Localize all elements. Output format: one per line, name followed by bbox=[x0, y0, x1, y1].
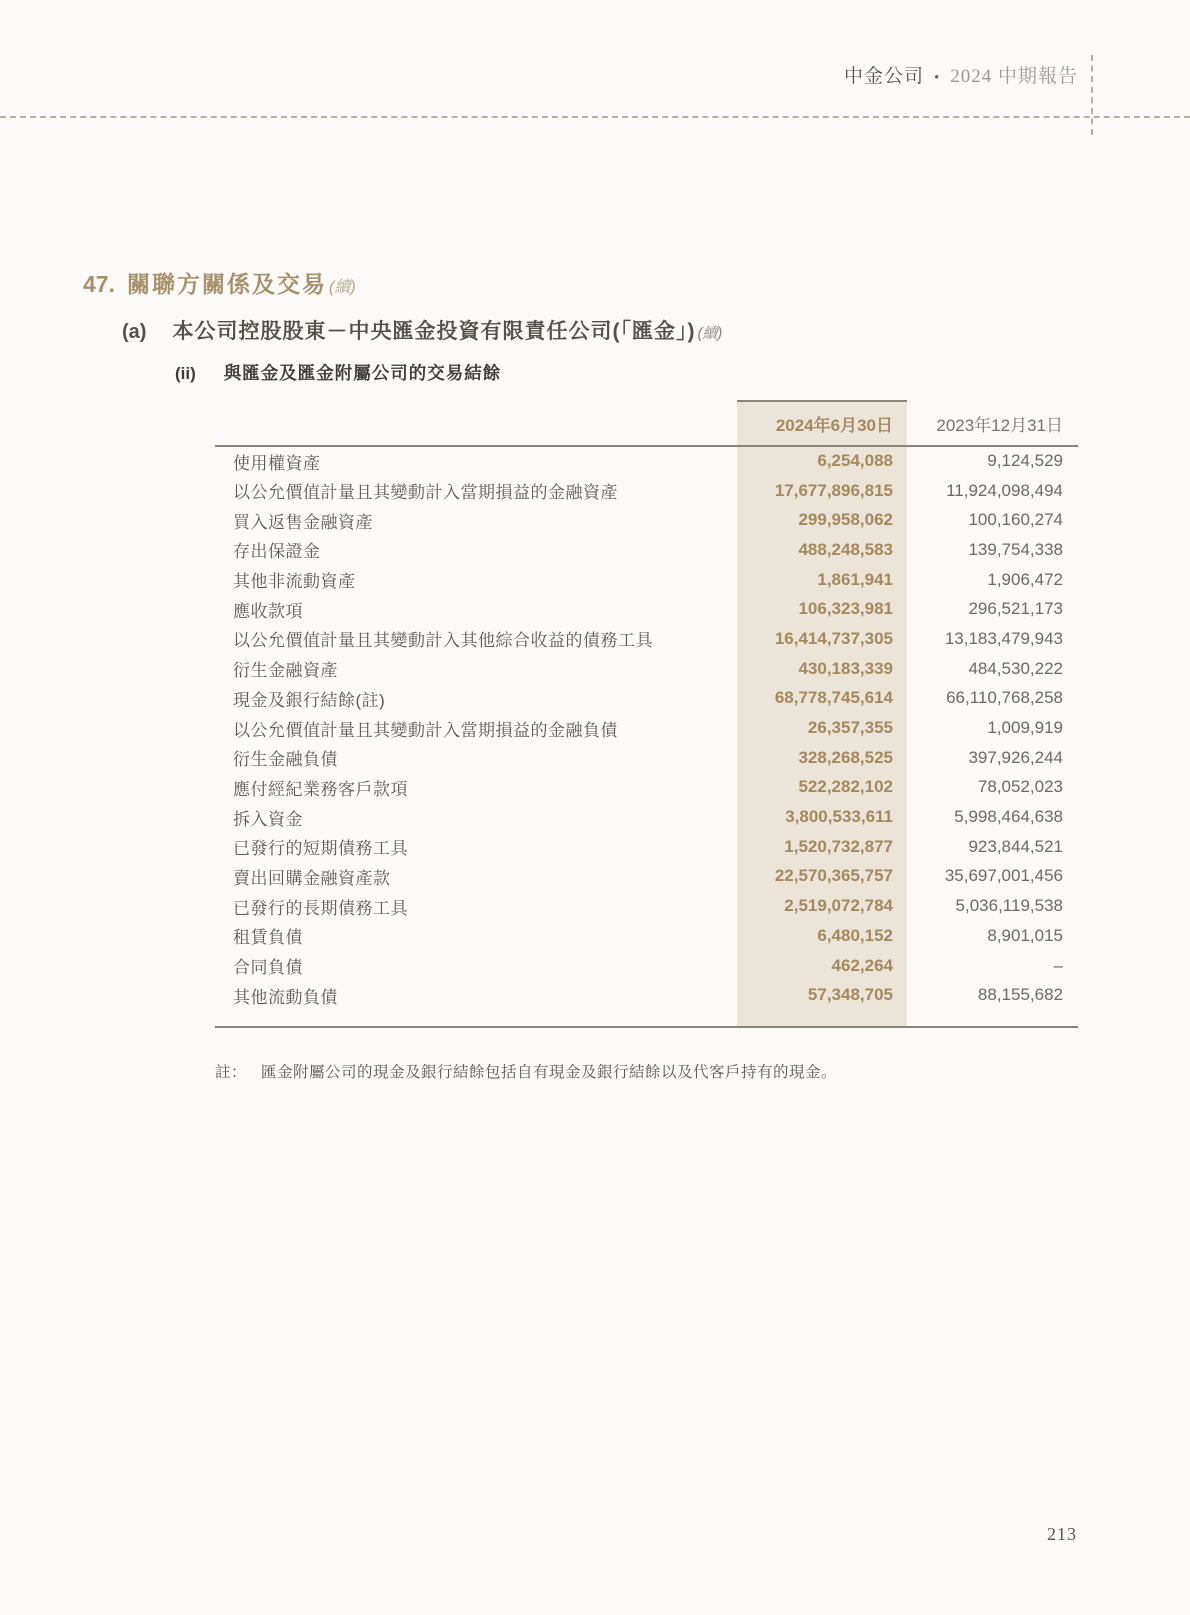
section-heading bbox=[83, 266, 356, 299]
value-2023: 11,924,098,494 bbox=[946, 480, 1063, 500]
row-label: 應付經紀業務客戶款項 bbox=[233, 779, 408, 799]
table-row bbox=[215, 654, 1078, 684]
table-footer-spacer bbox=[215, 1010, 1078, 1027]
row-label: 合同負債 bbox=[233, 958, 303, 978]
row-label: 使用權資產 bbox=[233, 453, 321, 473]
horizontal-dashed-rule bbox=[0, 116, 1190, 118]
report-title: 2024 中期報告 bbox=[950, 66, 1078, 87]
value-2024: 488,248,583 bbox=[737, 535, 907, 565]
value-2024: 328,268,525 bbox=[737, 743, 907, 773]
table-row bbox=[215, 476, 1078, 506]
value-2023: 66,110,768,258 bbox=[946, 688, 1063, 708]
value-2023: 9,124,529 bbox=[987, 451, 1063, 471]
value-2024: 26,357,355 bbox=[737, 713, 907, 743]
value-2024: 1,520,732,877 bbox=[737, 832, 907, 862]
balances-table bbox=[215, 400, 1078, 1028]
table-row bbox=[215, 535, 1078, 565]
row-label: 已發行的長期債務工具 bbox=[233, 898, 408, 918]
value-2024: 299,958,062 bbox=[737, 505, 907, 535]
table-row bbox=[215, 832, 1078, 862]
section-title: 關聯方關係及交易 bbox=[126, 271, 327, 297]
table-row bbox=[215, 743, 1078, 773]
table-row bbox=[215, 713, 1078, 743]
value-2024: 68,778,745,614 bbox=[737, 684, 907, 714]
value-2024: 1,861,941 bbox=[737, 565, 907, 595]
value-2023: 5,998,464,638 bbox=[954, 807, 1063, 827]
value-2024: 6,480,152 bbox=[737, 921, 907, 951]
value-2023: – bbox=[1053, 955, 1063, 975]
row-label: 存出保證金 bbox=[233, 542, 321, 562]
subsection-a-heading bbox=[122, 315, 722, 345]
column-header-2023: 2023年12月31日 bbox=[907, 401, 1078, 446]
row-label: 賣出回購金融資產款 bbox=[233, 868, 391, 888]
subsection-ii-label: (ii) bbox=[175, 364, 196, 383]
value-2024: 16,414,737,305 bbox=[737, 624, 907, 654]
table-row bbox=[215, 802, 1078, 832]
company-name: 中金公司 bbox=[843, 66, 924, 87]
row-label: 現金及銀行結餘(註) bbox=[233, 690, 386, 710]
value-2023: 397,926,244 bbox=[968, 747, 1063, 767]
table-row bbox=[215, 624, 1078, 654]
running-header bbox=[844, 61, 1078, 88]
vertical-dashed-rule bbox=[1091, 55, 1093, 135]
value-2024: 3,800,533,611 bbox=[737, 802, 907, 832]
footnote bbox=[215, 1060, 975, 1082]
table-row bbox=[215, 684, 1078, 714]
value-2023: 35,697,001,456 bbox=[944, 866, 1063, 886]
row-label: 租賃負債 bbox=[233, 928, 303, 948]
row-label: 以公允價值計量且其變動計入當期損益的金融負債 bbox=[233, 720, 618, 740]
table-row bbox=[215, 565, 1078, 595]
row-label: 以公允價值計量且其變動計入其他綜合收益的債務工具 bbox=[233, 631, 653, 651]
value-2023: 78,052,023 bbox=[977, 777, 1063, 797]
table-row bbox=[215, 921, 1078, 951]
row-label: 其他流動負債 bbox=[233, 987, 338, 1007]
value-2023: 8,901,015 bbox=[987, 925, 1063, 945]
table-row bbox=[215, 891, 1078, 921]
row-label: 應收款項 bbox=[233, 601, 303, 621]
value-2023: 5,036,119,538 bbox=[955, 896, 1063, 916]
value-2024: 6,254,088 bbox=[737, 446, 907, 476]
bullet-separator-icon: • bbox=[933, 70, 941, 86]
balances-table-grid bbox=[215, 400, 1078, 1028]
page-number: 213 bbox=[1047, 1524, 1077, 1544]
value-2023: 1,906,472 bbox=[987, 569, 1063, 589]
subsection-a-title: 本公司控股股東－中央匯金投資有限責任公司(「匯金」) bbox=[172, 320, 696, 343]
value-2023: 923,844,521 bbox=[968, 836, 1063, 856]
subsection-a-label: (a) bbox=[122, 321, 147, 343]
table-row bbox=[215, 594, 1078, 624]
value-2024: 430,183,339 bbox=[737, 654, 907, 684]
table-header-row bbox=[215, 401, 1078, 446]
section-continued-marker: (續) bbox=[328, 279, 356, 296]
section-number: 47. bbox=[83, 271, 115, 297]
value-2024: 462,264 bbox=[737, 951, 907, 981]
row-label: 已發行的短期債務工具 bbox=[233, 839, 408, 859]
value-2023: 13,183,479,943 bbox=[944, 628, 1063, 648]
subsection-ii-heading bbox=[175, 360, 501, 385]
value-2024: 106,323,981 bbox=[737, 594, 907, 624]
row-label: 拆入資金 bbox=[233, 809, 303, 829]
table-row bbox=[215, 951, 1078, 981]
value-2024: 22,570,365,757 bbox=[737, 862, 907, 892]
table-row bbox=[215, 862, 1078, 892]
value-2024: 2,519,072,784 bbox=[737, 891, 907, 921]
subsection-ii-title: 與匯金及匯金附屬公司的交易結餘 bbox=[223, 363, 502, 383]
table-row bbox=[215, 446, 1078, 476]
value-2023: 100,160,274 bbox=[968, 510, 1063, 530]
row-label: 買入返售金融資產 bbox=[233, 512, 373, 532]
row-label: 衍生金融資產 bbox=[233, 661, 338, 681]
item-column-header bbox=[215, 401, 737, 446]
row-label: 以公允價值計量且其變動計入當期損益的金融資產 bbox=[233, 483, 618, 503]
value-2024: 522,282,102 bbox=[737, 773, 907, 803]
value-2024: 17,677,896,815 bbox=[737, 476, 907, 506]
value-2023: 484,530,222 bbox=[968, 658, 1063, 678]
value-2023: 1,009,919 bbox=[987, 718, 1063, 738]
value-2023: 296,521,173 bbox=[968, 599, 1063, 619]
column-header-2024: 2024年6月30日 bbox=[737, 401, 907, 446]
value-2023: 88,155,682 bbox=[977, 985, 1063, 1005]
table-row bbox=[215, 773, 1078, 803]
footnote-marker: 註： bbox=[215, 1064, 248, 1081]
subsection-a-continued-marker: (續) bbox=[697, 325, 723, 342]
table-row bbox=[215, 505, 1078, 535]
footnote-text: 匯金附屬公司的現金及銀行結餘包括自有現金及銀行結餘以及代客戶持有的現金。 bbox=[261, 1064, 838, 1081]
row-label: 衍生金融負債 bbox=[233, 750, 338, 770]
table-row bbox=[215, 980, 1078, 1010]
row-label: 其他非流動資產 bbox=[233, 572, 356, 592]
value-2023: 139,754,338 bbox=[968, 539, 1063, 559]
value-2024: 57,348,705 bbox=[737, 980, 907, 1010]
